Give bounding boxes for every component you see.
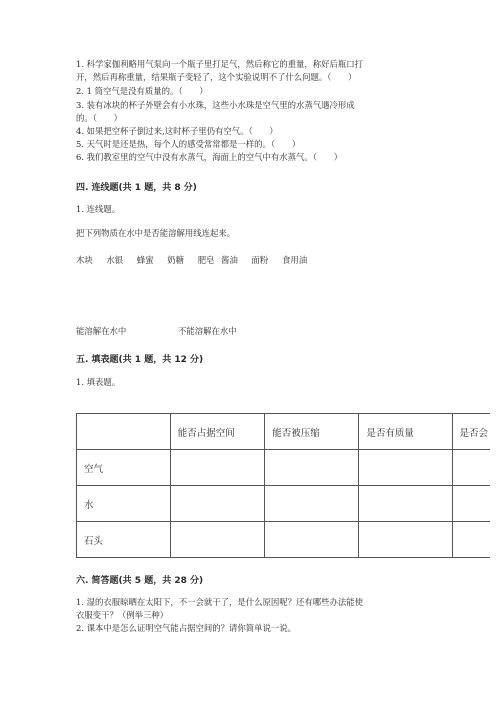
- substance-item: 肥皂: [197, 255, 215, 265]
- section4-question-label: 1. 连线题。: [76, 204, 121, 214]
- substance-item: 食用油: [281, 255, 308, 265]
- soluble-label: 能溶解在水中: [76, 326, 127, 336]
- answer-cell[interactable]: [265, 450, 359, 486]
- answer-cell[interactable]: [170, 486, 265, 522]
- table-header-cell: 是否有质量: [359, 414, 452, 450]
- answer-cell[interactable]: [265, 522, 359, 558]
- substance-item: 水银: [106, 255, 124, 265]
- insoluble-label: 不能溶解在水中: [178, 326, 237, 336]
- table-header-cell: [77, 414, 171, 450]
- answer-cell[interactable]: [359, 486, 452, 522]
- judgement-line-5: 的。（ ）: [76, 113, 123, 123]
- substance-list: [76, 254, 318, 266]
- judgement-line-8: 6. 我们教室里的空气中没有水蒸气，海面上的空气中有水蒸气。（ ）: [76, 152, 343, 162]
- short-answer-line-1: 1. 湿的衣服晾晒在太阳下，不一会就干了，是什么原因呢？还有哪些办法能使: [76, 597, 364, 607]
- answer-cell[interactable]: [359, 522, 452, 558]
- table-header-cell: 是否会: [452, 414, 500, 450]
- table-row: [77, 522, 500, 558]
- section6-title: 六. 简答题(共 5 题，共 28 分): [76, 576, 204, 586]
- substance-item: 木块: [76, 255, 93, 265]
- section5-title: 五. 填表题(共 1 题，共 12 分): [76, 355, 204, 365]
- substance-item: 酱油: [221, 255, 238, 265]
- answer-cell[interactable]: [359, 450, 452, 486]
- judgement-line-2: 开，然后再称重量，结果瓶子变轻了，这个实验说明不了什么问题。（ ）: [76, 72, 357, 82]
- substance-item: 奶糖: [167, 255, 185, 265]
- judgement-line-1: 1. 科学家伽利略用气泵向一个瓶子里打足气，然后称它的重量，称好后瓶口打: [76, 59, 364, 69]
- answer-cell[interactable]: [170, 522, 265, 558]
- substance-item: 面粉: [251, 255, 269, 265]
- short-answer-line-3: 2. 课本中是怎么证明空气能占据空间的？请你简单说一说。: [76, 623, 297, 633]
- answer-cell[interactable]: [170, 450, 265, 486]
- table-row: [77, 450, 500, 486]
- table-row: [77, 486, 500, 522]
- judgement-line-4: 3. 装有冰块的杯子外壁会有小水珠，这些小水珠是空气里的水蒸气遇冷形成: [76, 100, 355, 110]
- row-label: 空气: [77, 450, 171, 486]
- fill-table: [76, 413, 500, 558]
- table-header-row: [77, 414, 500, 450]
- table-header-cell: 能否被压缩: [265, 414, 359, 450]
- row-label: 石头: [77, 522, 171, 558]
- section4-instruction: 把下列物质在水中是否能溶解用线连起来。: [76, 228, 236, 238]
- section4-title: 四. 连线题(共 1 题，共 8 分): [76, 183, 197, 193]
- judgement-line-3: 2. 1 筒空气是没有质量的。（ ）: [76, 86, 208, 96]
- short-answer-line-2: 衣服变干？（例举三种）: [76, 610, 169, 620]
- section5-question-label: 1. 填表题。: [76, 377, 121, 387]
- substance-item: 蜂蜜: [136, 255, 154, 265]
- answer-cell[interactable]: [265, 486, 359, 522]
- row-label: 水: [77, 486, 171, 522]
- table-header-cell: 能否占据空间: [170, 414, 265, 450]
- page-edge-mask: [490, 400, 500, 560]
- judgement-line-6: 4. 如果把空杯子倒过来,这时杯子里仍有空气。（ ）: [76, 126, 278, 136]
- judgement-line-7: 5. 天气时是还是热，每个人的感受常常都是一样的。（ ）: [76, 139, 301, 149]
